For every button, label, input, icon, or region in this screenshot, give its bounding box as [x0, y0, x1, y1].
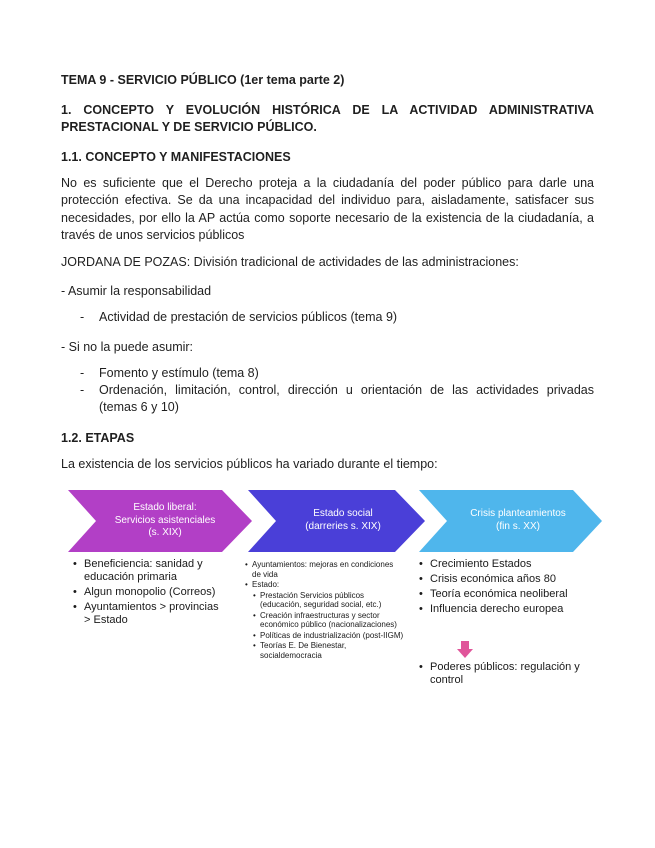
- stage-2-label: [273, 508, 413, 533]
- bullet-marker: •: [73, 558, 77, 570]
- stage-3-list: [418, 558, 588, 618]
- bullet-marker: •: [419, 588, 423, 600]
- stage-3-line-2: (fin s. XX): [496, 520, 540, 532]
- list-item-text: Estado:: [252, 580, 280, 589]
- paragraph-jordana: JORDANA DE POZAS: División tradicional de actividades de las administraciones:: [61, 255, 519, 269]
- stage-1-line-3: (s. XIX): [148, 527, 182, 538]
- stage-3-line-1: Crisis planteamientos: [470, 508, 566, 519]
- list-item-text: Fomento y estímulo (tema 8): [99, 366, 259, 380]
- bullet-marker: •: [253, 590, 256, 600]
- list-item-text: Teoría económica neoliberal: [430, 588, 568, 600]
- stage-2-line-1: Estado social: [313, 508, 373, 519]
- bullet-marker: •: [419, 661, 423, 673]
- bullet-marker: •: [73, 586, 77, 598]
- page-title: TEMA 9 - SERVICIO PÚBLICO (1er tema parte 2): [61, 73, 345, 87]
- list-item: [418, 661, 588, 687]
- list-item: [418, 573, 588, 586]
- list-item: [72, 558, 222, 584]
- stage-2-list: [244, 560, 404, 661]
- sub-list-item-text: Teorías E. De Bienestar, socialdemocracia: [260, 641, 347, 660]
- list-item-text: Ayuntamientos > provincias > Estado: [84, 601, 219, 626]
- list-item: [418, 558, 588, 571]
- bullet-marker: •: [253, 641, 256, 650]
- bullet-marker: •: [245, 560, 248, 569]
- etapas-diagram: [68, 490, 603, 720]
- list-item: [418, 588, 588, 601]
- bullet-marker: •: [419, 603, 423, 615]
- list-item-text: Actividad de prestación de servicios públicos (tema 9): [99, 310, 398, 324]
- sub-list-item: [252, 591, 404, 610]
- list-item-text: Ayuntamientos: mejoras en condiciones de vida: [252, 560, 394, 579]
- section-heading-1-1: 1.1. CONCEPTO Y MANIFESTACIONES: [61, 150, 291, 164]
- dash-marker: -: [80, 310, 85, 324]
- sub-list-item: [252, 641, 404, 660]
- dash-marker: -: [80, 383, 85, 397]
- stage-1-line-1: Estado liberal:: [133, 502, 197, 513]
- list-item-text: Crecimiento Estados: [430, 558, 532, 570]
- list-item: [418, 603, 588, 616]
- list-item: [244, 580, 404, 590]
- sub-list-item: [252, 611, 404, 630]
- list-item-text: Poderes públicos: regulación y control: [430, 661, 580, 686]
- paragraph-concept: No es suficiente que el Derecho proteja a la ciudadanía del poder público para darle una protección efectiva. Se da una incapacidad del individuo para, aisladamente, satisfacer sus necesidades, por ello la AP actúa como soporte necesario de la existencia de la ciudadanía, a través de unos servicios públicos: [61, 176, 594, 243]
- arrow-down-icon: [457, 641, 473, 659]
- dash-marker: -: [80, 366, 85, 380]
- section-heading-1-2: 1.2. ETAPAS: [61, 431, 135, 445]
- list-item-text: Algun monopolio (Correos): [84, 586, 216, 598]
- bullet-marker: •: [419, 558, 423, 570]
- sub-list-item-text: Políticas de industrialización (post-IIGM): [260, 630, 404, 640]
- bullet-marker: •: [73, 601, 77, 613]
- stage-3-result: [418, 661, 588, 689]
- list-item-text: Crisis económica años 80: [430, 573, 556, 585]
- bullet-marker: •: [245, 580, 248, 589]
- stage-1-list: [72, 558, 222, 629]
- stage-1-label: [90, 502, 240, 540]
- bullet-marker: •: [253, 630, 256, 640]
- stage-3-label: [444, 508, 592, 533]
- sub-list-item-text: Prestación Servicios públicos (educación, seguridad social, etc.): [260, 590, 382, 609]
- bullet-marker: •: [419, 573, 423, 585]
- bullet-marker: •: [253, 610, 256, 620]
- stage-2-line-2: (darreries s. XIX): [305, 520, 381, 532]
- list-item: [244, 560, 404, 579]
- list-item-text: Ordenación, limitación, control, dirección u orientación de las actividades privadas (temas 6 y 10): [99, 383, 594, 415]
- label-asumir: - Asumir la responsabilidad: [61, 284, 212, 298]
- stage-1-line-2: Servicios asistenciales: [114, 514, 216, 526]
- list-item-text: Influencia derecho europea: [430, 603, 564, 615]
- list-item: [72, 601, 222, 627]
- paragraph-etapas: La existencia de los servicios públicos ha variado durante el tiempo:: [61, 457, 438, 471]
- list-item-text: Beneficiencia: sanidad y educación primaria: [84, 558, 203, 583]
- label-no-asumir: - Si no la puede asumir:: [61, 340, 194, 354]
- section-heading-1: 1. CONCEPTO Y EVOLUCIÓN HISTÓRICA DE LA ACTIVIDAD ADMINISTRATIVA PRESTACIONAL Y DE SERVICIO PÚBLICO.: [61, 103, 594, 135]
- list-item: [72, 586, 222, 599]
- sub-list-item: [252, 631, 404, 641]
- sub-list-item-text: Creación infraestructuras y sector económico público (nacionalizaciones): [260, 610, 397, 629]
